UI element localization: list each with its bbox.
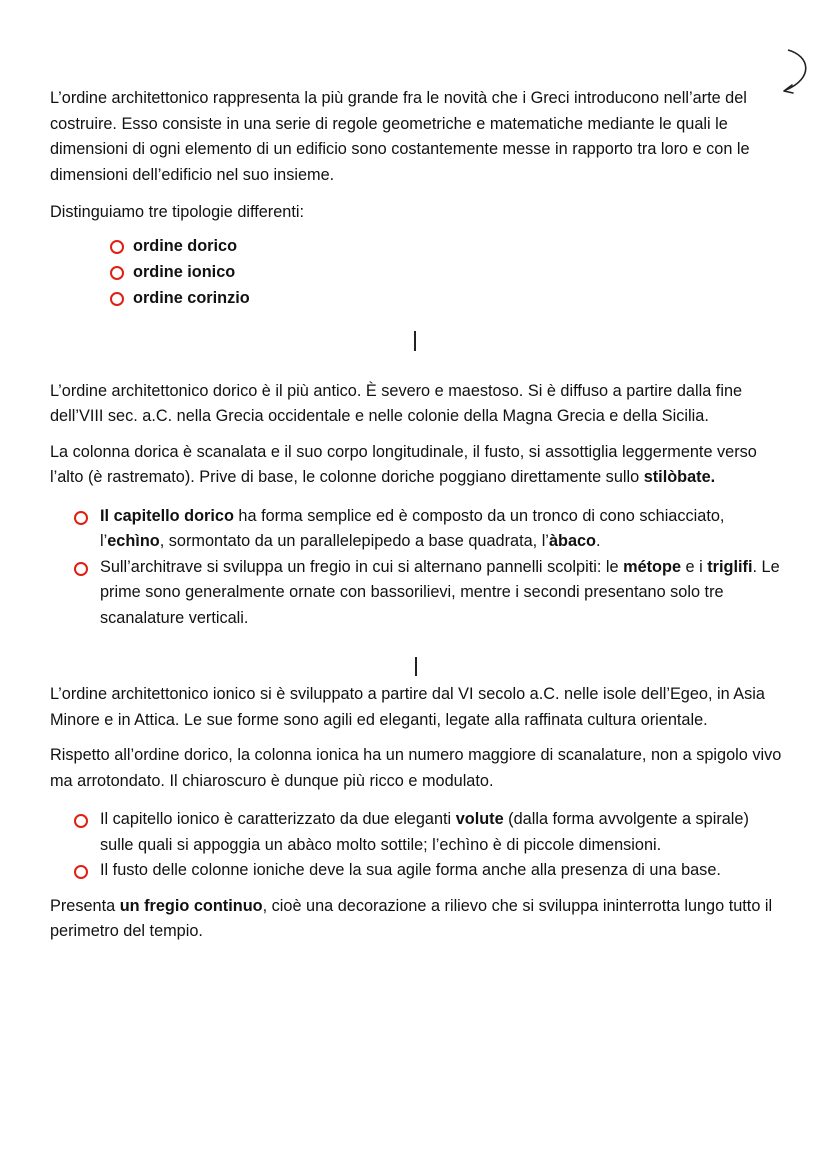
circle-bullet-icon <box>110 266 124 280</box>
circle-bullet-icon <box>74 814 88 828</box>
list-item: Il capitello ionico è caratterizzato da due eleganti volute (dalla forma avvolgente a spirale) sulle quali si appoggia un abàco molto sottile; l’echìno è di piccole dimensioni. <box>74 807 785 858</box>
list-item: ordine dorico <box>110 234 785 260</box>
ionic-paragraph-3: Presenta un fregio continuo, cioè una decorazione a rilievo che si sviluppa ininterrotta lungo tutto il perimetro del tempio. <box>50 896 773 940</box>
list-item: ordine corinzio <box>110 286 785 312</box>
list-item: ordine ionico <box>110 260 785 286</box>
ionic-paragraph-2: Rispetto all’ordine dorico, la colonna ionica ha un numero maggiore di scanalature, non a spigolo vivo ma arrotondato. Il chiaroscuro è dunque più ricco e modulato. <box>50 746 782 790</box>
document-page <box>50 86 785 955</box>
circle-bullet-icon <box>74 865 88 879</box>
circle-bullet-icon <box>74 511 88 525</box>
circle-bullet-icon <box>110 240 124 254</box>
curved-arrow-icon <box>780 48 814 98</box>
ionic-paragraph-1: L’ordine architettonico ionico si è sviluppato a partire dal VI secolo a.C. nelle isole dell’Egeo, in Asia Minore e in Attica. Le sue forme sono agili ed eleganti, legate alla raffinata cultura orientale. <box>50 685 765 729</box>
list-item: Il fusto delle colonne ioniche deve la sua agile forma anche alla presenza di una base. <box>74 858 785 884</box>
divider <box>414 331 416 351</box>
circle-bullet-icon <box>74 562 88 576</box>
divider <box>415 657 417 676</box>
types-list <box>50 234 785 312</box>
list-item: Il capitello dorico ha forma semplice ed è composto da un tronco di cono schiacciato, l’echìno, sormontato da un parallelepipedo a base quadrata, l’àbaco. <box>74 504 785 555</box>
list-item: Sull’architrave si sviluppa un fregio in cui si alternano pannelli scolpiti: le métope e i triglifi. Le prime sono generalmente ornate con bassorilievi, mentre i secondi presentano solo tre scanalature verticali. <box>74 555 785 632</box>
types-intro: Distinguiamo tre tipologie differenti: <box>50 203 305 221</box>
ionic-bullets <box>50 807 785 884</box>
circle-bullet-icon <box>110 292 124 306</box>
doric-bullets <box>50 504 785 632</box>
doric-paragraph-1: L’ordine architettonico dorico è il più antico. È severo e maestoso. Si è diffuso a partire dalla fine dell’VIII sec. a.C. nella Grecia occidentale e nelle colonie della Magna Grecia e della Sicilia. <box>50 381 743 425</box>
intro-paragraph: L’ordine architettonico rappresenta la più grande fra le novità che i Greci introducono nell’arte del costruire. Esso consiste in una serie di regole geometriche e matematiche mediante le quali le dimensioni di ogni elemento di un edificio sono costantemente messe in rapporto tra loro e con le dimensioni dell’edificio nel suo insieme. <box>50 89 750 184</box>
doric-paragraph-2: La colonna dorica è scanalata e il suo corpo longitudinale, il fusto, si assottiglia leggermente verso l’alto (è rastremato). Prive di base, le colonne doriche poggiano direttamente sullo stilòbate. <box>50 442 757 486</box>
